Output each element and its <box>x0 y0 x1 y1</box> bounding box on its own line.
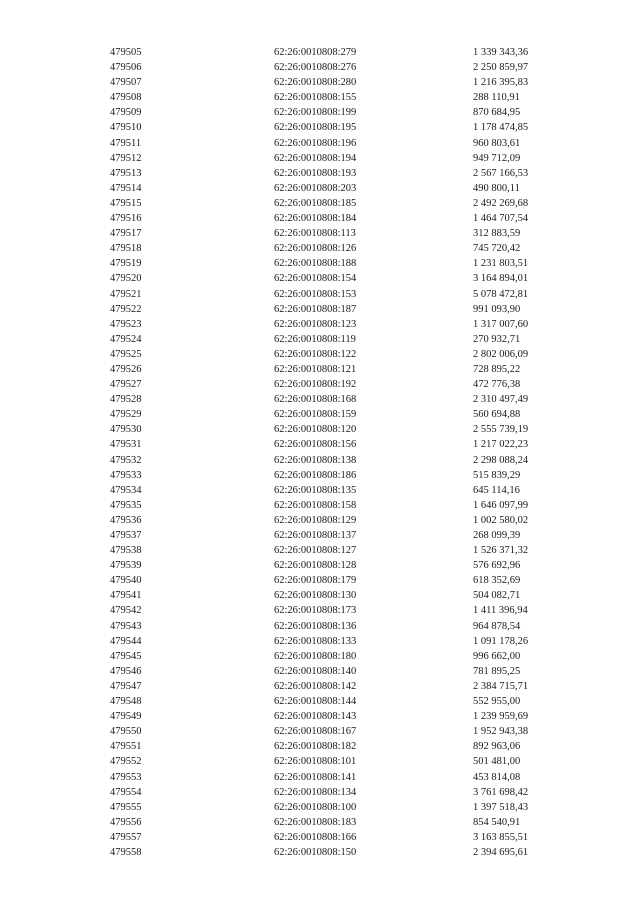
cadastral-number: 62:26:0010808:126 <box>274 243 357 255</box>
cadastral-number: 62:26:0010808:100 <box>274 801 357 813</box>
table-row <box>0 603 640 618</box>
table-row <box>0 422 640 437</box>
table-row <box>0 588 640 603</box>
cadastral-value: 1 091 178,26 <box>473 635 529 647</box>
cadastral-value: 501 481,00 <box>473 756 521 768</box>
cadastral-value: 1 317 007,60 <box>473 318 529 330</box>
row-number: 479514 <box>110 182 142 194</box>
cadastral-value: 1 002 580,02 <box>473 514 529 526</box>
cadastral-number: 62:26:0010808:179 <box>274 575 357 587</box>
cadastral-number: 62:26:0010808:158 <box>274 499 357 511</box>
cadastral-value: 268 099,39 <box>473 530 521 541</box>
cadastral-value: 2 567 166,53 <box>473 167 529 179</box>
row-number: 479523 <box>110 318 142 330</box>
cadastral-number: 62:26:0010808:121 <box>274 363 357 375</box>
cadastral-number: 62:26:0010808:187 <box>274 303 357 315</box>
row-number: 479555 <box>110 801 142 813</box>
row-number: 479510 <box>110 122 142 134</box>
cadastral-value: 2 555 739,19 <box>473 424 529 436</box>
cadastral-number: 62:26:0010808:101 <box>274 756 357 768</box>
cadastral-value: 3 163 855,51 <box>473 831 529 843</box>
cadastral-number: 62:26:0010808:150 <box>274 846 357 858</box>
table-row <box>0 830 640 845</box>
cadastral-number: 62:26:0010808:188 <box>274 258 357 270</box>
cadastral-number: 62:26:0010808:140 <box>274 665 357 677</box>
table-row <box>0 739 640 754</box>
table-row <box>0 211 640 226</box>
table-row <box>0 694 640 709</box>
cadastral-value: 504 082,71 <box>473 590 521 602</box>
row-number: 479538 <box>110 545 142 557</box>
table-row <box>0 45 640 60</box>
table-row <box>0 181 640 196</box>
table-row <box>0 634 640 649</box>
table-row <box>0 845 640 860</box>
row-number: 479509 <box>110 107 142 119</box>
row-number: 479522 <box>110 303 142 315</box>
row-number: 479517 <box>110 228 142 240</box>
row-number: 479520 <box>110 273 142 285</box>
cadastral-value: 854 540,91 <box>473 816 521 828</box>
row-number: 479533 <box>110 469 142 481</box>
row-number: 479513 <box>110 167 142 179</box>
cadastral-number: 62:26:0010808:279 <box>274 47 357 58</box>
table-row <box>0 120 640 135</box>
cadastral-value: 892 963,06 <box>473 741 521 753</box>
cadastral-value: 991 093,90 <box>473 303 521 315</box>
cadastral-value: 1 397 518,43 <box>473 801 529 813</box>
cadastral-number: 62:26:0010808:196 <box>274 137 357 149</box>
cadastral-value-table <box>0 45 640 860</box>
cadastral-value: 960 803,61 <box>473 137 521 149</box>
cadastral-number: 62:26:0010808:184 <box>274 213 357 225</box>
cadastral-value: 270 932,71 <box>473 333 521 345</box>
table-row <box>0 256 640 271</box>
cadastral-number: 62:26:0010808:193 <box>274 167 357 179</box>
cadastral-value: 515 839,29 <box>473 469 521 481</box>
cadastral-number: 62:26:0010808:194 <box>274 152 357 164</box>
row-number: 479519 <box>110 258 142 270</box>
cadastral-number: 62:26:0010808:167 <box>274 726 357 738</box>
row-number: 479551 <box>110 741 142 753</box>
cadastral-number: 62:26:0010808:203 <box>274 182 357 194</box>
cadastral-value: 2 394 695,61 <box>473 846 529 858</box>
cadastral-number: 62:26:0010808:122 <box>274 348 357 360</box>
cadastral-number: 62:26:0010808:135 <box>274 484 357 496</box>
cadastral-value: 1 526 371,32 <box>473 545 529 557</box>
cadastral-number: 62:26:0010808:130 <box>274 590 357 602</box>
cadastral-number: 62:26:0010808:173 <box>274 605 357 617</box>
table-row <box>0 513 640 528</box>
table-row <box>0 679 640 694</box>
row-number: 479507 <box>110 77 142 89</box>
cadastral-number: 62:26:0010808:141 <box>274 771 357 783</box>
table-row <box>0 724 640 739</box>
row-number: 479527 <box>110 379 142 391</box>
cadastral-value: 1 339 343,36 <box>473 47 529 58</box>
cadastral-value: 645 114,16 <box>473 484 520 496</box>
row-number: 479515 <box>110 197 142 209</box>
cadastral-value: 949 712,09 <box>473 152 521 164</box>
row-number: 479541 <box>110 590 142 602</box>
cadastral-value: 552 955,00 <box>473 696 521 708</box>
cadastral-value: 964 878,54 <box>473 620 521 632</box>
cadastral-value: 2 492 269,68 <box>473 197 529 209</box>
cadastral-value: 2 298 088,24 <box>473 454 529 466</box>
cadastral-value: 490 800,11 <box>473 182 520 194</box>
table-row <box>0 498 640 513</box>
row-number: 479536 <box>110 514 142 526</box>
row-number: 479516 <box>110 213 142 225</box>
row-number: 479546 <box>110 665 142 677</box>
cadastral-value: 576 692,96 <box>473 560 521 572</box>
row-number: 479534 <box>110 484 142 496</box>
cadastral-number: 62:26:0010808:199 <box>274 107 357 119</box>
cadastral-value: 728 895,22 <box>473 363 521 375</box>
row-number: 479508 <box>110 92 142 104</box>
cadastral-value: 1 646 097,99 <box>473 499 529 511</box>
row-number: 479529 <box>110 409 142 421</box>
table-row <box>0 151 640 166</box>
cadastral-number: 62:26:0010808:195 <box>274 122 357 134</box>
table-row <box>0 664 640 679</box>
table-row <box>0 785 640 800</box>
cadastral-value: 288 110,91 <box>473 92 520 104</box>
cadastral-number: 62:26:0010808:134 <box>274 786 357 798</box>
table-row <box>0 90 640 105</box>
cadastral-value: 2 384 715,71 <box>473 680 529 692</box>
cadastral-number: 62:26:0010808:143 <box>274 711 357 723</box>
table-row <box>0 649 640 664</box>
cadastral-value: 472 776,38 <box>473 379 521 391</box>
cadastral-number: 62:26:0010808:182 <box>274 741 357 753</box>
cadastral-value: 996 662,00 <box>473 650 521 662</box>
table-row <box>0 754 640 769</box>
row-number: 479547 <box>110 680 142 692</box>
row-number: 479548 <box>110 696 142 708</box>
cadastral-value: 2 310 497,49 <box>473 394 529 406</box>
row-number: 479543 <box>110 620 142 632</box>
table-row <box>0 317 640 332</box>
row-number: 479532 <box>110 454 142 466</box>
cadastral-number: 62:26:0010808:129 <box>274 514 357 526</box>
cadastral-number: 62:26:0010808:136 <box>274 620 357 632</box>
cadastral-value: 560 694,88 <box>473 409 521 421</box>
row-number: 479539 <box>110 560 142 572</box>
cadastral-number: 62:26:0010808:180 <box>274 650 357 662</box>
row-number: 479558 <box>110 846 142 858</box>
table-row <box>0 770 640 785</box>
table-row <box>0 302 640 317</box>
cadastral-value: 1 411 396,94 <box>473 605 528 617</box>
cadastral-number: 62:26:0010808:119 <box>274 333 356 345</box>
cadastral-value: 870 684,95 <box>473 107 521 119</box>
table-row <box>0 468 640 483</box>
row-number: 479540 <box>110 575 142 587</box>
cadastral-number: 62:26:0010808:138 <box>274 454 357 466</box>
row-number: 479549 <box>110 711 142 723</box>
table-row <box>0 241 640 256</box>
cadastral-number: 62:26:0010808:144 <box>274 696 357 708</box>
cadastral-number: 62:26:0010808:113 <box>274 228 356 240</box>
table-row <box>0 392 640 407</box>
row-number: 479525 <box>110 348 142 360</box>
table-row <box>0 619 640 634</box>
row-number: 479535 <box>110 499 142 511</box>
cadastral-value: 453 814,08 <box>473 771 521 783</box>
row-number: 479524 <box>110 333 142 345</box>
row-number: 479511 <box>110 137 142 149</box>
row-number: 479556 <box>110 816 142 828</box>
cadastral-number: 62:26:0010808:168 <box>274 394 357 406</box>
cadastral-value: 312 883,59 <box>473 228 521 240</box>
table-row <box>0 196 640 211</box>
cadastral-number: 62:26:0010808:153 <box>274 288 357 300</box>
table-row <box>0 483 640 498</box>
row-number: 479537 <box>110 530 142 541</box>
table-row <box>0 543 640 558</box>
cadastral-number: 62:26:0010808:280 <box>274 77 357 89</box>
cadastral-value: 745 720,42 <box>473 243 521 255</box>
table-row <box>0 105 640 120</box>
table-row <box>0 528 640 543</box>
cadastral-value: 2 802 006,09 <box>473 348 529 360</box>
table-row <box>0 453 640 468</box>
table-row <box>0 271 640 286</box>
cadastral-number: 62:26:0010808:142 <box>274 680 357 692</box>
cadastral-value: 781 895,25 <box>473 665 521 677</box>
table-row <box>0 573 640 588</box>
table-row <box>0 815 640 830</box>
row-number: 479544 <box>110 635 142 647</box>
cadastral-number: 62:26:0010808:183 <box>274 816 357 828</box>
cadastral-value: 1 464 707,54 <box>473 213 529 225</box>
cadastral-number: 62:26:0010808:276 <box>274 62 357 74</box>
cadastral-number: 62:26:0010808:192 <box>274 379 357 391</box>
table-row <box>0 377 640 392</box>
table-row <box>0 437 640 452</box>
cadastral-value: 1 178 474,85 <box>473 122 529 134</box>
table-row <box>0 347 640 362</box>
cadastral-value: 1 952 943,38 <box>473 726 529 738</box>
cadastral-value: 1 239 959,69 <box>473 711 529 723</box>
table-row <box>0 166 640 181</box>
row-number: 479518 <box>110 243 142 255</box>
row-number: 479545 <box>110 650 142 662</box>
row-number: 479550 <box>110 726 142 738</box>
cadastral-number: 62:26:0010808:156 <box>274 439 357 451</box>
cadastral-number: 62:26:0010808:159 <box>274 409 357 421</box>
row-number: 479526 <box>110 363 142 375</box>
cadastral-number: 62:26:0010808:154 <box>274 273 357 285</box>
cadastral-number: 62:26:0010808:123 <box>274 318 357 330</box>
cadastral-number: 62:26:0010808:137 <box>274 530 357 541</box>
table-row <box>0 60 640 75</box>
table-row <box>0 558 640 573</box>
cadastral-number: 62:26:0010808:128 <box>274 560 357 572</box>
cadastral-value: 3 761 698,42 <box>473 786 529 798</box>
cadastral-value: 618 352,69 <box>473 575 521 587</box>
row-number: 479554 <box>110 786 142 798</box>
cadastral-number: 62:26:0010808:185 <box>274 197 357 209</box>
cadastral-value: 3 164 894,01 <box>473 273 529 285</box>
table-row <box>0 136 640 151</box>
cadastral-value: 1 216 395,83 <box>473 77 529 89</box>
row-number: 479531 <box>110 439 142 451</box>
row-number: 479506 <box>110 62 142 74</box>
cadastral-value: 1 217 022,23 <box>473 439 529 451</box>
table-row <box>0 362 640 377</box>
table-row <box>0 75 640 90</box>
row-number: 479521 <box>110 288 142 300</box>
table-row <box>0 800 640 815</box>
table-row <box>0 332 640 347</box>
row-number: 479542 <box>110 605 142 617</box>
row-number: 479512 <box>110 152 142 164</box>
row-number: 479557 <box>110 831 142 843</box>
cadastral-number: 62:26:0010808:127 <box>274 545 357 557</box>
cadastral-number: 62:26:0010808:186 <box>274 469 357 481</box>
row-number: 479552 <box>110 756 142 768</box>
cadastral-number: 62:26:0010808:133 <box>274 635 357 647</box>
table-row <box>0 407 640 422</box>
table-row <box>0 709 640 724</box>
cadastral-value: 5 078 472,81 <box>473 288 529 300</box>
cadastral-number: 62:26:0010808:120 <box>274 424 357 436</box>
row-number: 479553 <box>110 771 142 783</box>
row-number: 479530 <box>110 424 142 436</box>
cadastral-number: 62:26:0010808:155 <box>274 92 357 104</box>
table-row <box>0 226 640 241</box>
cadastral-number: 62:26:0010808:166 <box>274 831 357 843</box>
row-number: 479505 <box>110 47 142 58</box>
row-number: 479528 <box>110 394 142 406</box>
cadastral-value: 2 250 859,97 <box>473 62 529 74</box>
cadastral-value: 1 231 803,51 <box>473 258 529 270</box>
table-row <box>0 287 640 302</box>
